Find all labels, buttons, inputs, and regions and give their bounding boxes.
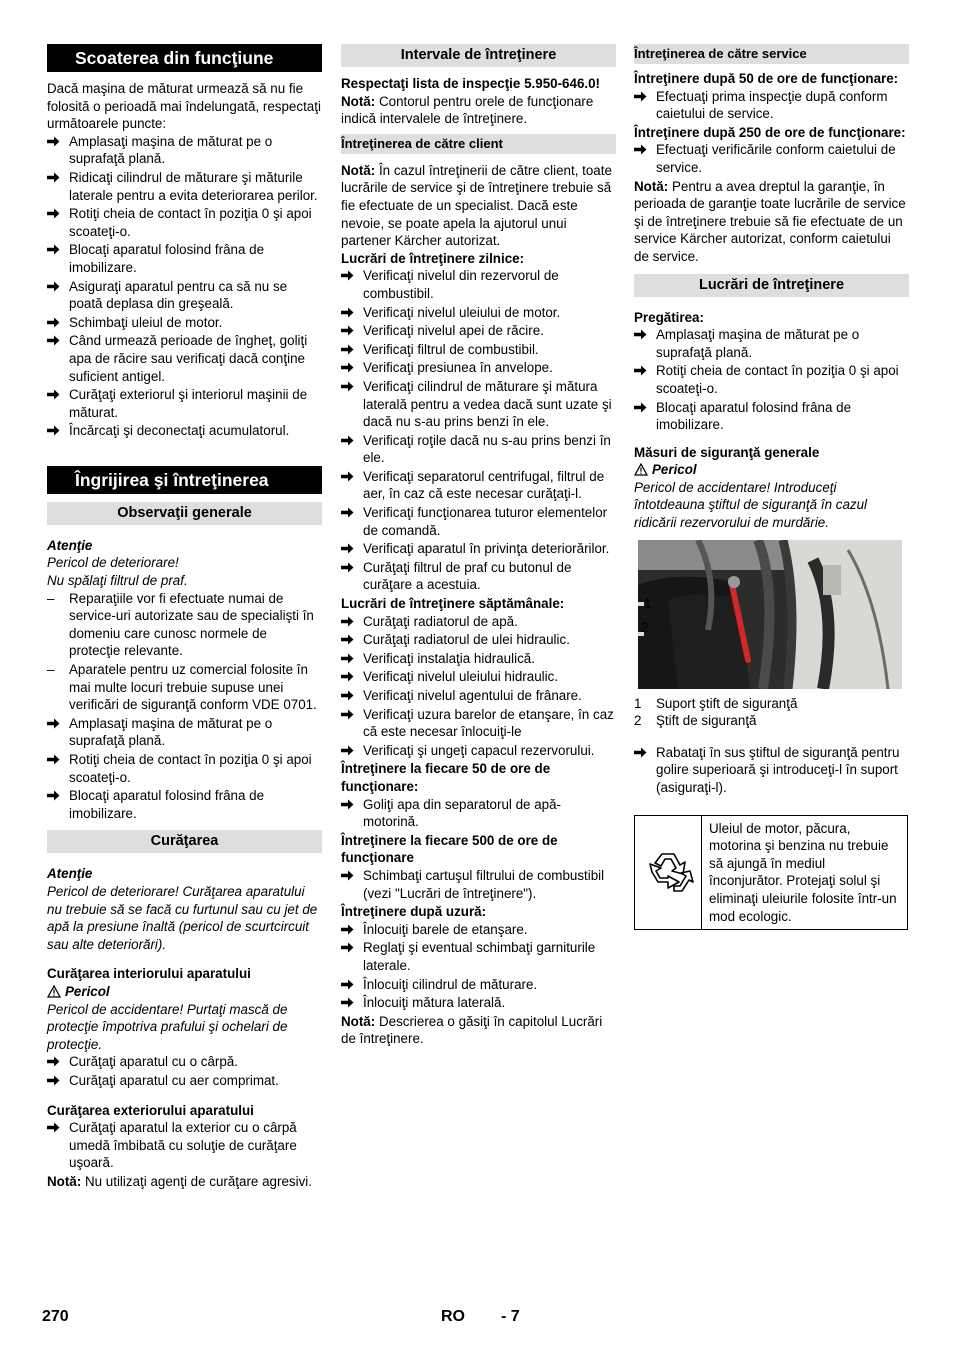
wear-list: [341, 921, 616, 1012]
intro-text: Dacă maşina de măturat urmează să nu fie folosită o perioadă mai îndelungată, respectaţi următoarele puncte:: [47, 81, 321, 132]
arrow-right-icon: [47, 787, 67, 801]
every-50h-title: Întreţinere la fiecare 50 de ore de funcţionare:: [341, 761, 551, 794]
list-item: [341, 378, 616, 431]
arrow-right-icon: [341, 267, 361, 281]
inspection-list-note: Respectaţi lista de inspecţie 5.950-646.0!: [341, 76, 601, 91]
arrow-right-icon: [634, 362, 654, 376]
list-item: [341, 304, 616, 322]
list-item-text: Curăţaţi aparatul cu aer comprimat.: [69, 1072, 279, 1088]
note-text: În cazul întreţinerii de către client, toate lucrările de service şi de întreţinere trebuie să fie efectuate de un specialist. Dacă este nevoie, se poate apela la ajutorul unui partener Kärcher autorizat.: [341, 162, 612, 249]
dash-bullet: –: [47, 662, 55, 678]
list-item: [47, 169, 322, 204]
list-item: [47, 787, 322, 822]
list-item: [47, 205, 322, 240]
list-item-text: Verificaţi funcţionarea tuturor elementelor de comandă.: [363, 505, 608, 538]
list-item: [47, 1119, 322, 1172]
arrow-right-icon: [341, 650, 361, 664]
list-item-text: Amplasaţi maşina de măturat pe o suprafaţă plană.: [656, 327, 860, 360]
list-item-text: Curăţaţi exteriorul şi interiorul maşinii de măturat.: [69, 387, 308, 420]
list-item-text: Efectuaţi prima inspecţie după conform caietului de service.: [656, 88, 888, 122]
list-item: [47, 278, 322, 313]
arrow-right-icon: [341, 867, 361, 881]
note-label: Notă:: [341, 162, 376, 178]
after-250h-list: [634, 141, 909, 176]
arrow-right-icon: [47, 1072, 67, 1086]
warning-triangle-icon: [47, 984, 65, 999]
list-item: [341, 432, 616, 467]
list-item: [341, 559, 616, 594]
arrow-right-icon: [341, 540, 361, 554]
list-item: [47, 332, 322, 385]
arrow-right-icon: [47, 314, 67, 328]
list-item-text: Ridicaţi cilindrul de măturare şi măturile laterale pentru a evita deteriorarea perilor.: [69, 169, 318, 203]
caption-number: 1: [634, 695, 642, 711]
callout-2: 2: [641, 619, 649, 635]
caption-number: 2: [634, 713, 642, 729]
list-item: [341, 267, 616, 302]
arrow-right-icon: [341, 796, 361, 810]
list-item-text: Curăţaţi aparatul la exterior cu o cârpă umedă îmbibată cu soluţie de curăţare uşoară.: [69, 1120, 297, 1171]
list-item-text: Înlocuiţi cilindrul de măturare.: [363, 976, 538, 992]
list-item-text: Blocaţi aparatul folosind frâna de imobilizare.: [656, 399, 852, 433]
hour-counter-note: [341, 93, 616, 128]
preparation-list: [634, 326, 909, 434]
arrow-right-icon: [341, 976, 361, 990]
arrow-right-icon: [341, 631, 361, 645]
general-notes-list: [47, 590, 322, 714]
subheading-general-notes: Observaţii generale: [47, 502, 322, 525]
list-item: [47, 751, 322, 786]
list-item-text: Verificaţi nivelul agentului de frânare.: [363, 688, 582, 703]
arrow-right-icon: [341, 939, 361, 953]
exterior-cleaning-title: Curăţarea exteriorului aparatului: [47, 1102, 254, 1118]
cleaning-caution-title: Atenţie: [47, 866, 93, 882]
list-item-text: Verificaţi presiunea în anvelope.: [363, 360, 553, 376]
list-item: [47, 1053, 322, 1071]
list-item: [341, 921, 616, 939]
danger-heading: [634, 461, 909, 479]
note-text: Descrierea o găsiţi în capitolul Lucrări de întreţinere.: [341, 1013, 603, 1047]
preparation-title: Pregătirea:: [634, 309, 704, 325]
arrow-right-icon: [47, 169, 67, 183]
cleaning-caution-text: Pericol de deteriorare! Curăţarea aparatului nu trebuie să se facă cu furtunul sau cu jet de apă la presiune înaltă (pericol de scurtcircuit sau alte deteriorări).: [47, 883, 318, 952]
list-item-text: Schimbaţi uleiul de motor.: [69, 314, 223, 330]
note-label: Notă:: [341, 1013, 376, 1029]
subheading-cleaning: Curăţarea: [47, 830, 322, 853]
column-1: [47, 44, 322, 1190]
arrow-right-icon: [634, 141, 654, 155]
list-item: [341, 939, 616, 974]
decommission-steps: [47, 133, 322, 440]
list-item-text: Curăţaţi filtrul de praf cu butonul de curăţare a acestuia.: [363, 559, 572, 593]
safety-title: Măsuri de siguranţă generale: [634, 444, 820, 460]
list-item: [47, 422, 322, 440]
arrow-right-icon: [341, 994, 361, 1008]
arrow-right-icon: [47, 332, 67, 346]
list-item-text: Rabataţi în sus ştiftul de siguranţă pentru golire superioară şi introduceţi-l în suport (asiguraţi-l).: [656, 744, 900, 796]
environment-box: [634, 815, 908, 931]
list-item-text: Când urmează perioade de îngheţ, goliţi apa de răcire sau verificaţi dacă conţine suficient antigel.: [69, 333, 308, 384]
section-title-care: Îngrijirea şi întreţinerea: [47, 466, 322, 494]
note-label: Notă:: [341, 93, 376, 109]
every-500h-title: Întreţinere la fiecare 500 de ore de funcţionare: [341, 832, 558, 866]
list-item: [341, 650, 616, 668]
note-text: Nu utilizaţi agenţi de curăţare agresivi.: [84, 1173, 312, 1189]
safety-pin-steps: [634, 744, 909, 797]
note-label: Notă:: [47, 1173, 82, 1189]
arrow-right-icon: [341, 559, 361, 573]
list-item-text: Curăţaţi radiatorul de ulei hidraulic.: [363, 632, 570, 648]
danger-text: Pericol de accidentare! Purtaţi mască de protecţie împotriva prafului şi ochelari de protecţie.: [47, 1001, 288, 1052]
arrow-right-icon: [47, 1053, 67, 1067]
arrow-right-icon: [341, 378, 361, 392]
list-item: [47, 133, 322, 168]
caption-1: [634, 695, 909, 713]
list-item: [341, 867, 616, 902]
list-item: [47, 661, 322, 714]
list-item-text: Rotiţi cheia de contact în poziţia 0 şi apoi scoateţi-o.: [69, 752, 312, 785]
customer-note: [341, 162, 616, 250]
caution-line-1: Pericol de deteriorare!: [47, 555, 179, 571]
list-item-text: Verificaţi separatorul centrifugal, filtrul de aer, în caz că este necesar curăţaţi-l.: [363, 468, 605, 502]
interior-cleaning-steps: [47, 1053, 322, 1089]
list-item: [341, 504, 616, 539]
note-text: Pentru a avea dreptul la garanţie, în perioada de garanţie toate lucrările de service şi de întreţinere trebuie să fie efectuate de un service Kärcher autorizat, conform caietului de service.: [634, 178, 906, 264]
arrow-right-icon: [634, 88, 654, 102]
caption-text: Ştift de siguranţă: [656, 713, 757, 729]
danger-label: Pericol: [652, 462, 697, 478]
environment-text: Uleiul de motor, păcura, motorina şi benzina nu trebuie să ajungă în mediul înconjurător. Protejaţi solul şi eliminaţi uleiurile folosite într-un mod ecologic.: [709, 820, 897, 924]
list-item-text: Înlocuiţi mătura laterală.: [363, 995, 506, 1011]
list-item: [634, 362, 909, 397]
list-item: [341, 668, 616, 686]
daily-list: [341, 267, 616, 594]
arrow-right-icon: [341, 504, 361, 518]
list-item: [634, 399, 909, 434]
list-item-text: Verificaţi nivelul apei de răcire.: [363, 323, 544, 339]
list-item-text: Verificaţi cilindrul de măturare şi mătura laterală pentru a vedea dacă sunt uzate şi dacă nu s-au prins benzi în ele.: [363, 378, 612, 430]
section-title-decommissioning: Scoaterea din funcţiune: [47, 44, 322, 72]
arrow-right-icon: [341, 706, 361, 720]
note-label: Notă:: [634, 178, 669, 194]
list-item-text: Curăţaţi radiatorul de apă.: [363, 613, 518, 629]
section-page: - 7: [501, 1308, 520, 1325]
list-item: [47, 715, 322, 750]
danger-text: Pericol de accidentare! Introduceţi întotdeauna ştiftul de siguranţă în cazul ridicării rezervorului de murdărie.: [634, 479, 868, 531]
list-item-text: Încărcaţi şi deconectaţi acumulatorul.: [69, 423, 290, 439]
list-item-text: Verificaţi şi ungeţi capacul rezervorului.: [363, 742, 595, 758]
list-item-text: Asiguraţi aparatul pentru ca să nu se poată deplasa din greşeală.: [69, 278, 288, 312]
list-item: [341, 359, 616, 377]
list-item-text: Goliţi apa din separatorul de apă-motorină.: [363, 796, 562, 830]
arrow-right-icon: [634, 326, 654, 340]
caution-title: Atenţie: [47, 537, 93, 553]
list-item: [341, 468, 616, 503]
list-item-text: Aparatele pentru uz comercial folosite în mai multe locuri trebuie supuse unei verificări de siguranţă conform VDE 0701.: [69, 662, 317, 713]
list-item: [634, 326, 909, 361]
list-item-text: Verificaţi roţile dacă nu s-au prins benzi în ele.: [363, 432, 611, 466]
list-item: [341, 976, 616, 994]
arrow-right-icon: [341, 322, 361, 336]
list-item-text: Verificaţi nivelul uleiului de motor.: [363, 304, 561, 320]
description-note: [341, 1013, 616, 1048]
list-item: [47, 241, 322, 276]
list-item-text: Reglaţi şi eventual schimbaţi garniturile laterale.: [363, 940, 596, 973]
list-item: [341, 742, 616, 760]
list-item: [341, 613, 616, 631]
cleaning-note: [47, 1173, 322, 1191]
list-item: [341, 341, 616, 359]
weekly-title: Lucrări de întreţinere săptămânale:: [341, 596, 565, 612]
list-item-text: Înlocuiţi barele de etanşare.: [363, 921, 528, 937]
recycle-icon: [635, 816, 702, 930]
arrow-right-icon: [341, 921, 361, 935]
list-item-text: Efectuaţi verificările conform caietului de service.: [656, 142, 896, 175]
safety-pin-photo: [638, 540, 902, 689]
list-item-text: Schimbaţi cartuşul filtrului de combustibil (vezi "Lucrări de întreţinere").: [363, 867, 605, 901]
list-item: [341, 994, 616, 1012]
every-500h-list: [341, 867, 616, 902]
warning-triangle-icon: [634, 462, 652, 477]
arrow-right-icon: [47, 422, 67, 436]
caption-2: [634, 712, 909, 730]
after-250h-title: Întreţinere după 250 de ore de funcţionare:: [634, 124, 906, 140]
arrow-right-icon: [341, 468, 361, 482]
list-item-text: Reparaţiile vor fi efectuate numai de service-uri autorizate sau de specialişti în domeniu care cunosc normele de protecţie relevante.: [69, 590, 314, 659]
daily-title: Lucrări de întreţinere zilnice:: [341, 250, 525, 266]
list-item: [47, 386, 322, 421]
arrow-right-icon: [341, 359, 361, 373]
column-3: [634, 44, 909, 930]
subheading-customer-maintenance: Întreţinerea de către client: [341, 134, 616, 154]
list-item-text: Verificaţi nivelul din rezervorul de combustibil.: [363, 268, 559, 301]
subheading-maintenance-intervals: Intervale de întreţinere: [341, 44, 616, 67]
arrow-right-icon: [47, 1119, 67, 1133]
arrow-right-icon: [341, 668, 361, 682]
list-item: [47, 314, 322, 332]
list-item: [634, 141, 909, 176]
list-item: [634, 744, 909, 797]
arrow-right-icon: [47, 751, 67, 765]
list-item: [341, 540, 616, 558]
general-steps: [47, 715, 322, 823]
arrow-right-icon: [341, 687, 361, 701]
arrow-right-icon: [341, 432, 361, 446]
list-item: [341, 796, 616, 831]
every-50h-list: [341, 796, 616, 831]
arrow-right-icon: [47, 715, 67, 729]
arrow-right-icon: [47, 386, 67, 400]
warranty-note: [634, 178, 909, 266]
list-item-text: Curăţaţi aparatul cu o cârpă.: [69, 1054, 238, 1070]
callout-1: 1: [644, 595, 652, 611]
list-item-text: Verificaţi uzura barelor de etanşare, în caz că este necesar înlocuiţi-le: [363, 706, 614, 740]
caption-text: Suport ştift de siguranţă: [656, 695, 798, 711]
list-item: [341, 631, 616, 649]
after-50h-title: Întreţinere după 50 de ore de funcţionare:: [634, 71, 899, 86]
wear-title: Întreţinere după uzură:: [341, 904, 487, 920]
arrow-right-icon: [47, 205, 67, 219]
language-code: RO: [441, 1308, 465, 1325]
arrow-right-icon: [341, 341, 361, 355]
list-item-text: Verificaţi aparatul în privinţa deteriorărilor.: [363, 541, 610, 557]
subheading-service-maintenance: Întreţinerea de către service: [634, 44, 909, 64]
exterior-cleaning-steps: [47, 1119, 322, 1172]
arrow-right-icon: [634, 744, 654, 758]
list-item: [47, 590, 322, 660]
list-item-text: Blocaţi aparatul folosind frâna de imobilizare.: [69, 788, 265, 821]
weekly-list: [341, 613, 616, 760]
list-item-text: Amplasaţi maşina de măturat pe o suprafaţă plană.: [69, 133, 273, 167]
list-item: [341, 687, 616, 705]
list-item: [341, 706, 616, 741]
list-item: [634, 88, 909, 123]
subheading-maintenance-work: Lucrări de întreţinere: [634, 274, 909, 297]
list-item-text: Amplasaţi maşina de măturat pe o suprafaţă plană.: [69, 715, 273, 749]
list-item-text: Rotiţi cheia de contact în poziţia 0 şi apoi scoateţi-o.: [656, 363, 899, 396]
after-50h-list: [634, 88, 909, 123]
interior-cleaning-title: Curăţarea interiorului aparatului: [47, 966, 251, 982]
danger-heading: [47, 983, 322, 1001]
danger-label: Pericol: [65, 983, 110, 999]
list-item-text: Rotiţi cheia de contact în poziţia 0 şi apoi scoateţi-o.: [69, 206, 312, 239]
list-item-text: Verificaţi filtrul de combustibil.: [363, 341, 539, 357]
list-item: [341, 322, 616, 340]
list-item-text: Verificaţi nivelul uleiului hidraulic.: [363, 669, 559, 685]
caution-line-2: Nu spălaţi filtrul de praf.: [47, 573, 188, 589]
list-item: [47, 1072, 322, 1090]
dash-bullet: –: [47, 590, 55, 606]
list-item-text: Verificaţi instalaţia hidraulică.: [363, 650, 535, 666]
arrow-right-icon: [634, 399, 654, 413]
page-number: 270: [42, 1308, 69, 1325]
list-item-text: Blocaţi aparatul folosind frâna de imobilizare.: [69, 242, 265, 275]
arrow-right-icon: [47, 241, 67, 255]
arrow-right-icon: [47, 278, 67, 292]
column-2: [341, 44, 616, 1048]
arrow-right-icon: [47, 133, 67, 147]
note-text: Contorul pentru orele de funcţionare indică intervalele de întreţinere.: [341, 93, 594, 127]
arrow-right-icon: [341, 742, 361, 756]
arrow-right-icon: [341, 304, 361, 318]
arrow-right-icon: [341, 613, 361, 627]
